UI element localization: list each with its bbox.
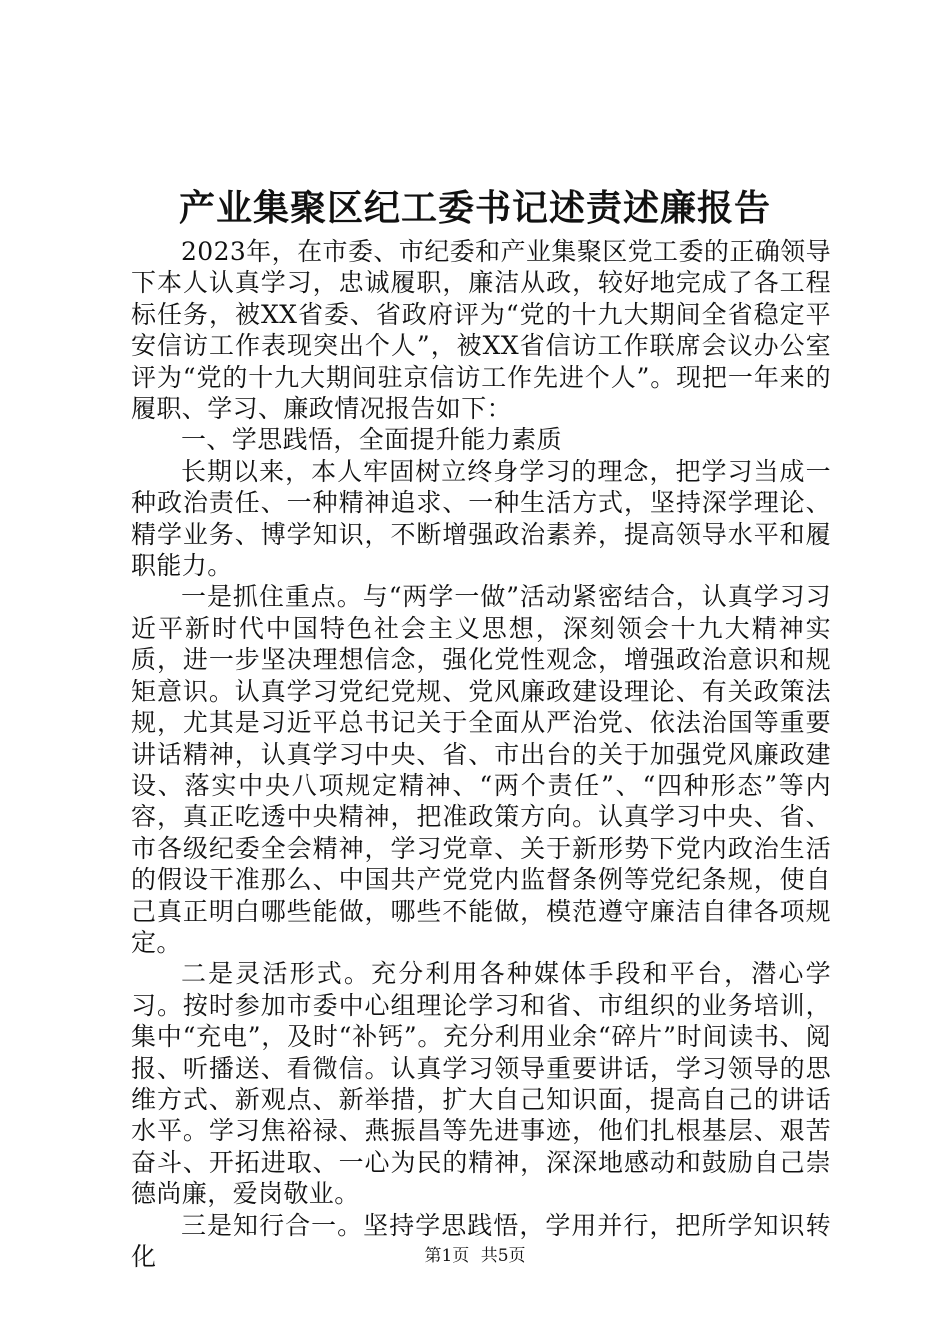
- section-heading: 一、学思践悟，全面提升能力素质: [181, 425, 563, 455]
- page-total: 共5页: [480, 1246, 526, 1266]
- body-paragraph: 长期以来，本人牢固树立终身学习的理念，把学习当成一种政治责任、一种精神追求、一种生活方式，坚持深学理论、精学业务、博学知识，不断增强政治素养，提高领导水平和履职能力。: [131, 456, 831, 581]
- document-body: [131, 236, 831, 1272]
- page-number: 第1页: [424, 1246, 470, 1266]
- intro-paragraph: 2023年，在市委、市纪委和产业集聚区党工委的正确领导下本人认真学习，忠诚履职，廉洁从政，较好地完成了各工程标任务，被XX省委、省政府评为“党的十九大期间全省稳定平安信访工作表现突出个人”，被XX省信访工作联席会议办公室评为“党的十九大期间驻京信访工作先进个人”。现把一年来的履职、学习、廉政情况报告如下：: [131, 237, 831, 424]
- body-paragraph: 二是灵活形式。充分利用各种媒体手段和平台，潜心学习。按时参加市委中心组理论学习和省、市组织的业务培训，集中“充电”，及时“补钙”。充分利用业余“碎片”时间读书、阅报、听播送、看微信。认真学习领导重要讲话，学习领导的思维方式、新观点、新举措，扩大自己知识面，提高自己的讲话水平。学习焦裕禄、燕振昌等先进事迹，他们扎根基层、艰苦奋斗、开拓进取、一心为民的精神，深深地感动和鼓励自己崇德尚廉，爱岗敬业。: [131, 959, 831, 1209]
- page-footer: [0, 1244, 950, 1268]
- body-paragraph: 一是抓住重点。与“两学一做”活动紧密结合，认真学习习近平新时代中国特色社会主义思想，深刻领会十九大精神实质，进一步坚决理想信念，强化党性观念，增强政治意识和规矩意识。认真学习党纪党规、党风廉政建设理论、有关政策法规，尤其是习近平总书记关于全面从严治党、依法治国等重要讲话精神，认真学习中央、省、市出台的关于加强党风廉政建设、落实中央八项规定精神、“两个责任”、“四种形态”等内容，真正吃透中央精神，把准政策方向。认真学习中央、省、市各级纪委全会精神，学习党章、关于新形势下党内政治生活的假设干准那么、中国共产党党内监督条例等党纪条规，使自己真正明白哪些能做，哪些不能做，模范遵守廉洁自律各项规定。: [131, 582, 831, 957]
- document-title: 产业集聚区纪工委书记述责述廉报告: [178, 187, 771, 229]
- body-paragraph: 三是知行合一。坚持学思践悟，学用并行，把所学知识转化: [131, 1210, 831, 1271]
